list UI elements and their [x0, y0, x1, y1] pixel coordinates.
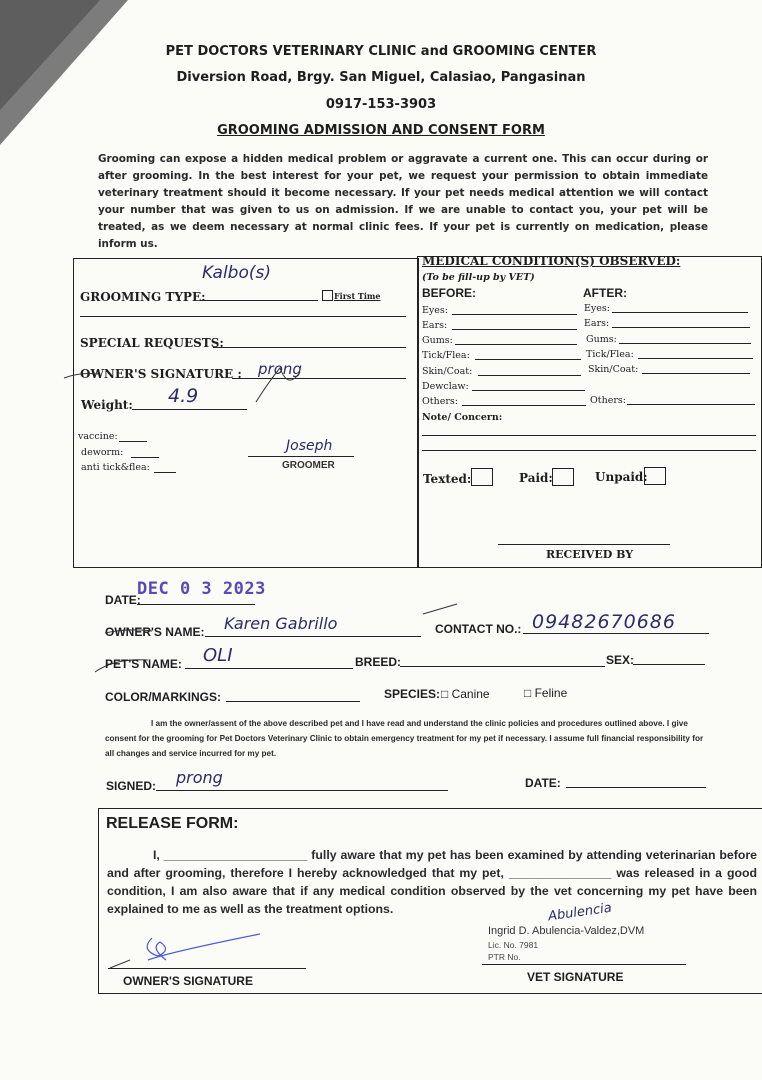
vet-ptr: PTR No.	[488, 952, 521, 962]
color-label: COLOR/MARKINGS:	[105, 690, 221, 704]
note-line-1[interactable]	[422, 435, 756, 436]
grooming-extra-line[interactable]	[80, 316, 406, 317]
grooming-type-value: Kalbo(s)	[202, 263, 271, 283]
vet-signature-scrawl: Abulencia	[547, 900, 613, 925]
medical-subtitle: (To be fill-up by VET)	[422, 272, 535, 283]
after-tick-field[interactable]	[638, 358, 753, 359]
owner-signature-label-bottom: OWNER'S SIGNATURE	[123, 974, 253, 988]
species-label: SPECIES:	[384, 687, 441, 701]
after-others-field[interactable]	[627, 404, 755, 405]
before-gums: Gums:	[422, 335, 453, 346]
deworm-label: deworm:	[81, 447, 124, 458]
contact-label: CONTACT NO.:	[435, 622, 522, 636]
release-form-title: RELEASE FORM:	[106, 815, 239, 832]
weight-label: Weight:	[81, 398, 133, 412]
breed-label: BREED:	[355, 655, 402, 669]
intro-paragraph: Grooming can expose a hidden medical problem or aggravate a current one. This can occur during or after grooming. In the best interest for your pet, we request your permission to obtain immediate veterinary treatment should it become necessary. If your pet needs medical attention we will contact your number that was given to us on admission. If we are unable to contact you, your pet will be treated, as we deem necessary at normal clinic fees. If your pet is currently on medication, please inform us.	[98, 153, 708, 250]
after-eyes: Eyes:	[584, 303, 610, 314]
pet-name-value: OLI	[203, 645, 233, 666]
sex-field[interactable]	[633, 664, 705, 665]
owner-name-value: Karen Gabrillo	[224, 614, 338, 633]
before-skin-field[interactable]	[478, 375, 581, 376]
before-skin: Skin/Coat:	[422, 366, 473, 377]
after-label: AFTER:	[583, 286, 627, 300]
before-ears: Ears:	[422, 320, 448, 331]
date2-label: DATE:	[525, 776, 561, 790]
clinic-name: PET DOCTORS VETERINARY CLINIC and GROOMING CENTER	[165, 44, 597, 59]
vet-license: Lic. No. 7981	[488, 940, 539, 950]
before-tick: Tick/Flea:	[422, 350, 470, 361]
before-others: Others:	[422, 396, 458, 407]
weight-field[interactable]	[132, 409, 247, 410]
received-by-field[interactable]	[498, 544, 670, 545]
before-gums-field[interactable]	[455, 344, 577, 345]
species-canine[interactable]: □ Canine	[441, 687, 490, 701]
before-eyes-field[interactable]	[452, 314, 577, 315]
note-label: Note/ Concern:	[422, 412, 503, 423]
breed-field[interactable]	[400, 666, 605, 667]
vaccine-label: vaccine:	[78, 431, 118, 442]
before-ears-field[interactable]	[452, 329, 577, 330]
owner-name-label: OWNER'S NAME:	[105, 625, 205, 639]
special-requests-field[interactable]	[213, 347, 406, 348]
left-panel	[73, 258, 419, 568]
after-eyes-field[interactable]	[612, 312, 748, 313]
release-paragraph: I, _____________________ fully aware that my pet has been examined by attending veterinarian before and after grooming, therefore I hereby acknowledged that my pet, _______________ was released in a good condition, I am also aware that if any medical condition observed by the vet concerning my pet have been explained to me as well as the treatment options.	[107, 848, 757, 916]
deworm-field[interactable]	[131, 457, 159, 458]
unpaid-checkbox[interactable]	[644, 467, 666, 485]
first-time-label: First Time	[334, 291, 381, 301]
after-others: Others:	[590, 395, 626, 406]
owner-signature-label: OWNER'S SIGNATURE :	[80, 367, 242, 381]
groomer-label: GROOMER	[282, 460, 335, 471]
before-tick-field[interactable]	[475, 359, 581, 360]
antitick-field[interactable]	[154, 472, 176, 473]
texted-label: Texted:	[423, 472, 472, 486]
signed-value: prong	[176, 768, 223, 787]
after-gums-field[interactable]	[619, 343, 751, 344]
after-skin: Skin/Coat:	[588, 364, 639, 375]
contact-value: 09482670686	[532, 611, 676, 633]
special-requests-label: SPECIAL REQUESTS:	[80, 336, 224, 350]
vet-name: Ingrid D. Abulencia-Valdez,DVM	[488, 925, 645, 937]
signed-field[interactable]	[156, 790, 448, 791]
weight-value: 4.9	[168, 385, 199, 407]
vaccine-field[interactable]	[119, 441, 147, 442]
date-label: DATE:	[105, 593, 141, 607]
clinic-phone: 0917-153-3903	[325, 97, 437, 112]
owner-signature-value: prong	[258, 360, 302, 378]
consent-paragraph: I am the owner/assent of the above described pet and I have read and understand the clinic policies and procedures outlined above. I give consent for the grooming for Pet Doctors Veterinary Clinic to obtain emergency treatment for my pet if necessary. I assume full financial responsibility for all changes and service incurred for my pet.	[105, 719, 704, 758]
received-by-label: RECEIVED BY	[546, 548, 634, 561]
date2-field[interactable]	[566, 787, 706, 788]
vet-signature-line[interactable]	[482, 964, 686, 965]
after-tick: Tick/Flea:	[586, 349, 634, 360]
before-dewclaw: Dewclaw:	[422, 381, 469, 392]
texted-checkbox[interactable]	[471, 468, 493, 486]
form-title: GROOMING ADMISSION AND CONSENT FORM	[217, 123, 545, 138]
before-eyes: Eyes:	[422, 305, 448, 316]
date-stamp: DEC 0 3 2023	[137, 579, 266, 599]
signed-label: SIGNED:	[106, 779, 157, 793]
owner-signature-line[interactable]	[108, 968, 306, 969]
paid-checkbox[interactable]	[552, 468, 574, 486]
color-field[interactable]	[226, 701, 360, 702]
note-line-2[interactable]	[422, 450, 756, 451]
contact-field[interactable]	[523, 633, 709, 634]
grooming-type-field[interactable]	[200, 300, 318, 301]
groomer-name: Joseph	[286, 438, 333, 454]
groomer-field[interactable]	[248, 456, 354, 457]
pet-name-field[interactable]	[185, 668, 353, 669]
after-skin-field[interactable]	[642, 373, 750, 374]
first-time-checkbox[interactable]	[322, 290, 333, 301]
species-feline[interactable]: □ Feline	[524, 686, 568, 700]
vet-signature-label: VET SIGNATURE	[527, 970, 624, 984]
before-label: BEFORE:	[422, 286, 476, 300]
after-gums: Gums:	[586, 334, 617, 345]
grooming-type-label: GROOMING TYPE:	[80, 290, 206, 304]
sex-label: SEX:	[606, 653, 635, 667]
unpaid-label: Unpaid:	[595, 470, 648, 484]
before-dewclaw-field[interactable]	[472, 390, 585, 391]
paid-label: Paid:	[519, 471, 553, 485]
after-ears: Ears:	[584, 318, 610, 329]
antitick-label: anti tick&flea:	[81, 462, 150, 473]
owner-scribbles	[90, 600, 470, 690]
pet-name-label: PET'S NAME:	[105, 657, 182, 671]
medical-title: MEDICAL CONDITION(S) OBSERVED:	[422, 254, 681, 268]
after-ears-field[interactable]	[612, 327, 750, 328]
before-others-field[interactable]	[462, 405, 586, 406]
clinic-address: Diversion Road, Brgy. San Miguel, Calasiao, Pangasinan	[176, 70, 586, 85]
